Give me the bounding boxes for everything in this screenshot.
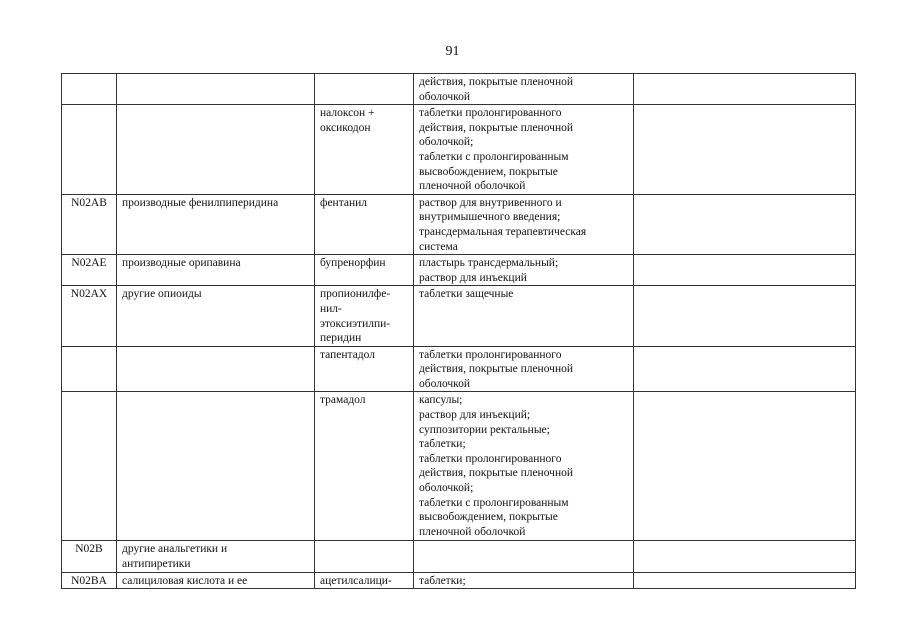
forms-line: таблетки пролонгированного [419,107,562,120]
forms-line: оболочкой; [419,136,474,149]
group-line: производные фенилпиперидина [122,196,279,209]
table-row [62,572,856,589]
forms-line: таблетки пролонгированного [419,348,562,361]
empty-cell [634,392,856,541]
atc-code-cell: N02AE [62,255,117,286]
forms-line: система [419,240,458,253]
drug-name-cell [315,572,414,589]
forms-line: пластырь трансдермальный; [419,257,559,270]
dosage-forms-cell [414,255,634,286]
drug-line: ацетилсалици- [320,574,392,587]
drug-name-cell [315,346,414,392]
drug-line: этоксиэтилпи- [320,317,391,330]
atc-code-cell [62,74,117,105]
group-name-cell [117,392,315,541]
forms-line: внутримышечного введения; [419,211,561,224]
drug-line: нил- [320,302,342,315]
forms-line: действия, покрытые пленочной [419,363,574,376]
forms-line: трансдермальная терапевтическая [419,225,587,238]
group-line: другие опиоиды [122,288,202,301]
forms-line: действия, покрытые пленочной [419,121,574,134]
forms-line: высвобождением, покрытые [419,165,558,178]
atc-code-cell [62,392,117,541]
table-row [62,255,856,286]
forms-line: таблетки с пролонгированным [419,150,569,163]
empty-cell [634,74,856,105]
drug-name-cell [315,74,414,105]
drug-name-cell [315,286,414,346]
group-name-cell [117,105,315,195]
table-row [62,541,856,572]
drug-line: налоксон + [320,107,375,120]
atc-code-cell [62,346,117,392]
atc-code-cell: N02AB [62,194,117,254]
forms-line: пленочной оболочкой [419,180,526,193]
drug-line: фентанил [320,196,368,209]
empty-cell [634,286,856,346]
forms-line: раствор для инъекций; [419,409,531,422]
forms-line: оболочкой; [419,482,474,495]
dosage-forms-cell [414,286,634,346]
forms-line: таблетки с пролонгированным [419,496,569,509]
atc-code-cell [62,105,117,195]
atc-code-cell: N02AX [62,286,117,346]
atc-code-cell: N02B [62,541,117,572]
empty-cell [634,194,856,254]
group-name-cell [117,286,315,346]
dosage-forms-cell [414,541,634,572]
dosage-forms-cell [414,572,634,589]
forms-line: пленочной оболочкой [419,525,526,538]
group-line: производные орипавина [122,257,241,270]
drug-table [61,73,856,589]
drug-name-cell [315,105,414,195]
forms-line: капсулы; [419,394,463,407]
forms-line: действия, покрытые пленочной [419,76,574,88]
drug-line: перидин [320,332,362,345]
table-row [62,74,856,105]
drug-line: оксикодон [320,121,371,134]
forms-line: действия, покрытые пленочной [419,467,574,480]
drug-line: тапентадол [320,348,375,361]
group-name-cell [117,346,315,392]
drug-name-cell [315,255,414,286]
empty-cell [634,572,856,589]
forms-line: оболочкой [419,90,471,103]
dosage-forms-cell [414,346,634,392]
drug-line: трамадол [320,394,366,407]
page-number: 91 [445,44,460,59]
empty-cell [634,255,856,286]
dosage-forms-cell [414,194,634,254]
atc-code-cell: N02BA [62,572,117,589]
group-name-cell [117,194,315,254]
group-line: антипиретики [122,558,191,571]
table-row [62,392,856,541]
group-line: салициловая кислота и ее [122,574,248,587]
forms-line: таблетки пролонгированного [419,452,562,465]
table-body [62,74,856,589]
forms-line: таблетки; [419,574,466,587]
drug-name-cell [315,392,414,541]
group-name-cell [117,74,315,105]
empty-cell [634,105,856,195]
group-name-cell [117,541,315,572]
group-name-cell [117,255,315,286]
dosage-forms-cell [414,392,634,541]
dosage-forms-cell [414,105,634,195]
table-row [62,105,856,195]
group-name-cell [117,572,315,589]
table-row [62,194,856,254]
drug-line: бупренорфин [320,257,386,270]
forms-line: оболочкой [419,377,471,390]
forms-line: высвобождением, покрытые [419,511,558,524]
drug-name-cell [315,541,414,572]
table-row [62,346,856,392]
forms-line: раствор для инъекций [419,271,527,284]
forms-line: суппозитории ректальные; [419,423,550,436]
forms-line: таблетки; [419,438,466,451]
dosage-forms-cell [414,74,634,105]
empty-cell [634,346,856,392]
drug-name-cell [315,194,414,254]
group-line: другие анальгетики и [122,543,228,556]
forms-line: таблетки защечные [419,288,514,301]
table-row [62,286,856,346]
empty-cell [634,541,856,572]
forms-line: раствор для внутривенного и [419,196,562,209]
drug-line: пропионилфе- [320,288,391,301]
